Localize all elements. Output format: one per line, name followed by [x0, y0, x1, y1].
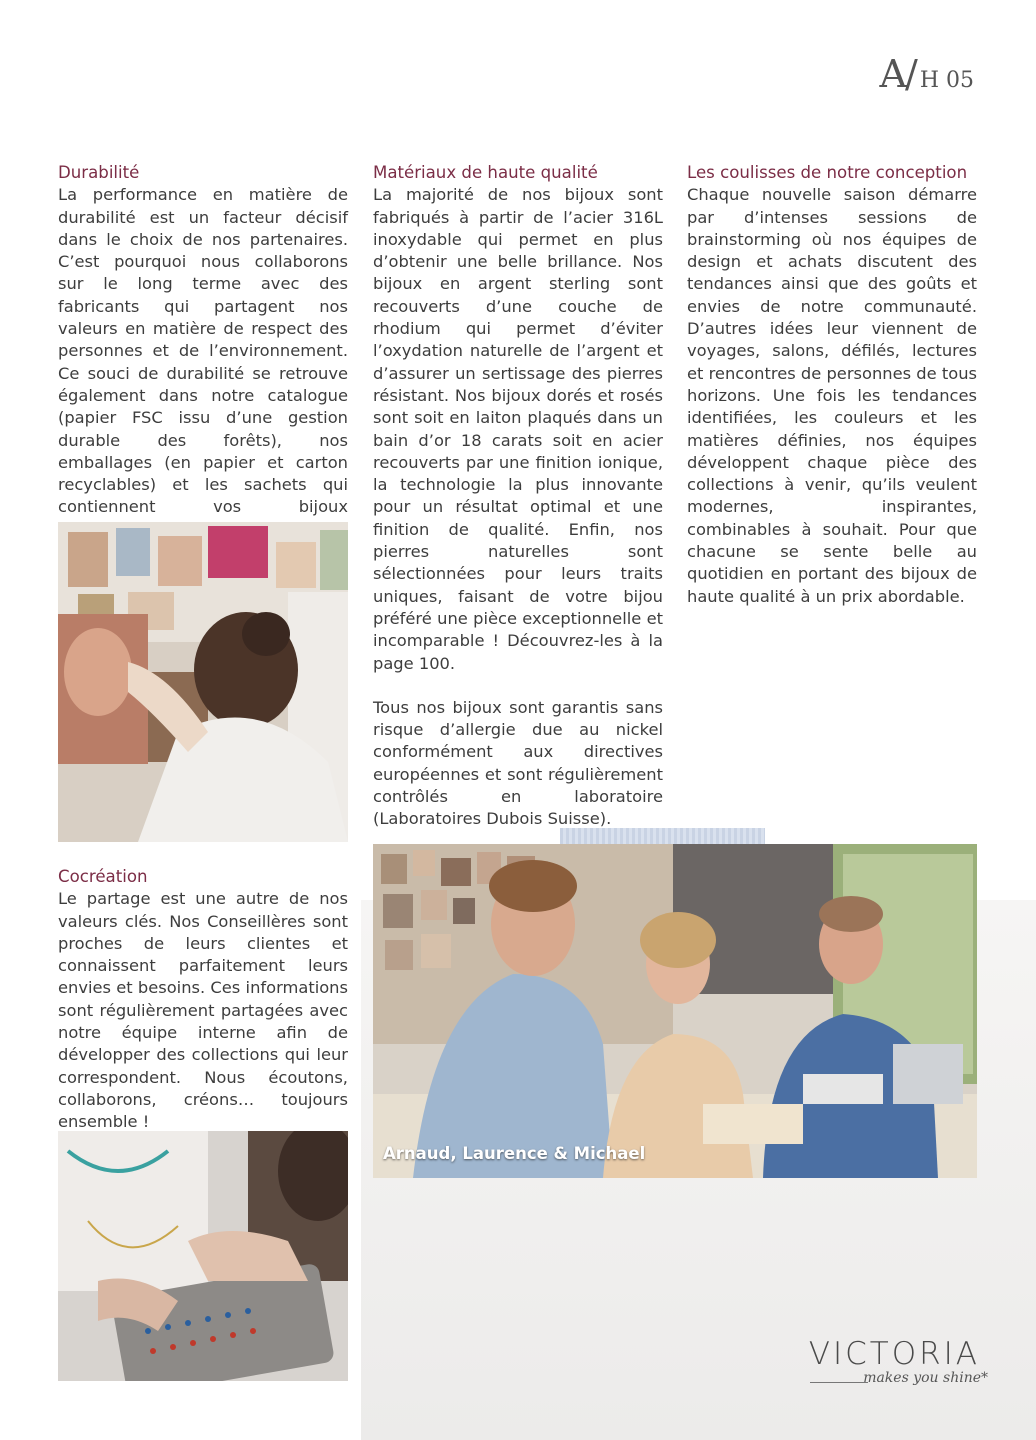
column-coulisses	[687, 162, 977, 608]
photo-jewelry-tray	[58, 1131, 348, 1381]
heading-coulisses: Les coulisses de notre conception	[687, 163, 968, 182]
brand-rule	[810, 1382, 868, 1383]
brand-tagline: makes you shine*	[863, 1370, 988, 1386]
photo-team	[373, 844, 977, 1178]
decorative-stripe	[560, 828, 765, 844]
folio-letter: A	[879, 52, 905, 96]
heading-durabilite: Durabilité	[58, 163, 140, 182]
column-materiaux	[373, 162, 663, 831]
folio-section: H 05	[919, 68, 974, 93]
brand-name: VICTORIA	[808, 1336, 980, 1372]
photo-moodboard	[58, 522, 348, 842]
brand-logo	[800, 1336, 988, 1386]
column-durabilite	[58, 162, 348, 541]
text-durabilite: La performance en matière de durabilité est un facteur décisif dans le choix de nos partenaires. C’est pourquoi nous collaborons sur le long terme avec des fabricants qui partagent nos valeurs en matière de respect des personnes et de l’environnement. Ce souci de durabilité se retrouve également dans notre catalogue (papier FSC issu d’une gestion durable des forêts), nos emballages (en papier et carton recyclables) et les sachets qui contiennent vos bijoux	[58, 185, 348, 517]
text-coulisses: Chaque nouvelle saison démarre par d’intenses sessions de brainstorming où nos équipes de design et achats discutent des tendances ainsi que des goûts et envies de notre communauté. D’autres idées leur viennent de voyages, salons, défilés, lectures et rencontres de personnes de tous horizons. Une fois les tendances identifiées, les couleurs et les matières définies, nos équipes développent chaque pièce des collections à venir, qu’ils veulent modernes, inspirantes, combinables à souhait. Pour que chacune se sente belle au quotidien en portant des bijoux de haute qualité à un prix abordable.	[687, 185, 977, 606]
photo-caption: Arnaud, Laurence & Michael	[383, 1144, 646, 1163]
heading-cocreation: Cocréation	[58, 867, 148, 886]
column-cocreation	[58, 866, 348, 1134]
text-materiaux: La majorité de nos bijoux sont fabriqués à partir de l’acier 316L inoxydable qui permet en plus d’obtenir une belle brillance. Nos bijoux en argent sterling sont recouverts d’une couche de rhodium qui permet d’éviter l’oxydation naturelle de l’argent et d’assurer un sertissage des pierres résistant. Nos bijoux dorés et rosés sont soit en laiton plaqués dans un bain d’or 18 carats soit en acier recouverts par une finition ionique, la technologie la plus innovante pour un résultat optimal et une finition de qualité. Enfin, nos pierres naturelles sont sélectionnées pour leurs traits uniques, faisant de votre bijou préféré une pièce exceptionnelle et incomparable ! Découvrez-les à la page 100.	[373, 185, 663, 673]
folio-slash: /	[905, 52, 918, 96]
heading-materiaux: Matériaux de haute qualité	[373, 163, 598, 182]
page-folio	[880, 52, 974, 96]
text-allergie: Tous nos bijoux sont garantis sans risque d’allergie due au nickel conformément aux directives européennes et sont régulièrement contrôlés en laboratoire (Laboratoires Dubois Suisse).	[373, 697, 663, 829]
text-cocreation: Le partage est une autre de nos valeurs clés. Nos Conseillères sont proches de leurs clientes et connaissent parfaitement leurs envies et besoins. Ces informations sont régulièrement partagées avec notre équipe interne afin de développer des collections qui leur correspondent. Nous écoutons, collaborons, créons… toujours ensemble !	[58, 889, 348, 1132]
